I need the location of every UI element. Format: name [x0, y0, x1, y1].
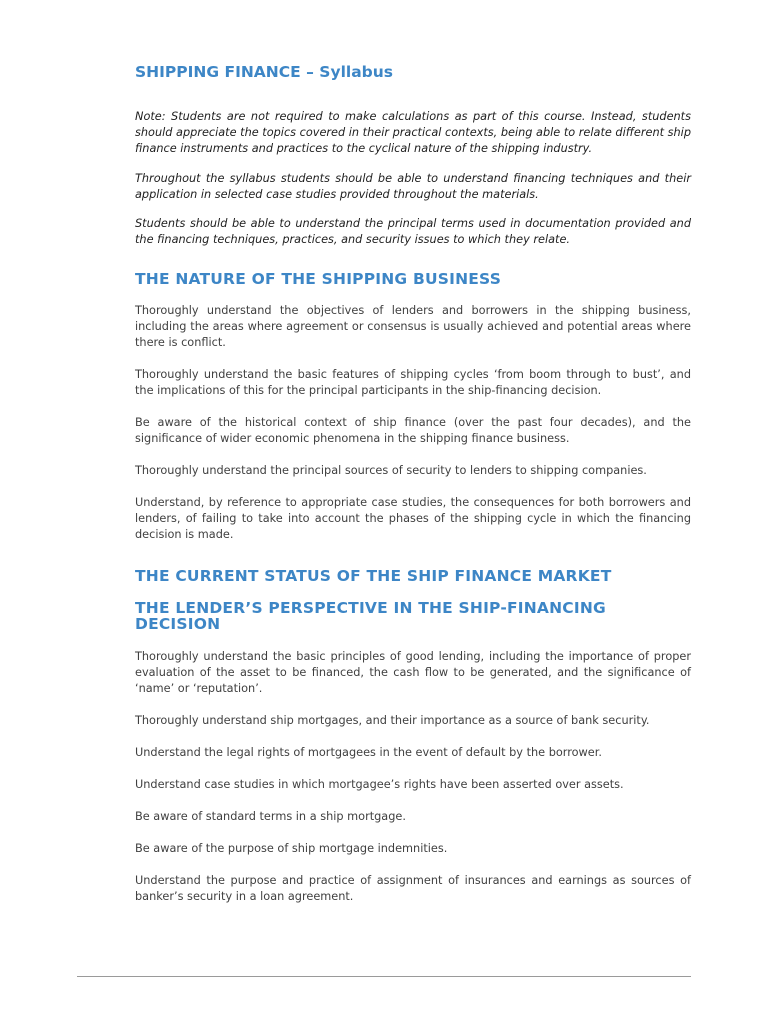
- body-paragraph: Understand case studies in which mortgagee’s rights have been asserted over assets.: [135, 778, 624, 792]
- section-heading-nature-of-shipping-business: THE NATURE OF THE SHIPPING BUSINESS: [135, 270, 502, 289]
- body-paragraph: Be aware of the purpose of ship mortgage indemnities.: [135, 842, 448, 856]
- note-paragraph: Students should be able to understand the principal terms used in documentation provided and the financing techniques, practices, and security issues to which they relate.: [135, 217, 691, 247]
- document-subtitle: Syllabus: [319, 63, 394, 81]
- body-paragraph: Thoroughly understand the objectives of lenders and borrowers in the shipping business, including the areas where agreement or consensus is usually achieved and potential areas where there is conflict.: [135, 304, 691, 350]
- body-paragraph: Thoroughly understand the principal sources of security to lenders to shipping companies.: [135, 464, 647, 478]
- body-paragraph: Understand the purpose and practice of assignment of insurances and earnings as sources of banker’s security in a loan agreement.: [135, 874, 691, 904]
- document-title-main: SHIPPING FINANCE –: [135, 63, 314, 81]
- document-title: [135, 62, 691, 82]
- section-heading-current-status: THE CURRENT STATUS OF THE SHIP FINANCE MARKET: [135, 567, 612, 586]
- section-heading-lenders-perspective: THE LENDER’S PERSPECTIVE IN THE SHIP-FINANCING DECISION: [135, 599, 606, 634]
- body-paragraph: Thoroughly understand the basic features of shipping cycles ‘from boom through to bust’, and the implications of this for the principal participants in the ship-financing decision.: [135, 368, 691, 398]
- body-paragraph: Be aware of standard terms in a ship mortgage.: [135, 810, 406, 824]
- document-page: [135, 62, 691, 921]
- body-paragraph: Thoroughly understand the basic principles of good lending, including the importance of proper evaluation of the asset to be financed, the cash flow to be generated, and the significance of ‘name’ or ‘reputation’.: [135, 650, 691, 696]
- note-paragraph: Throughout the syllabus students should be able to understand financing techniques and their application in selected case studies provided throughout the materials.: [135, 171, 691, 201]
- footer-rule: [77, 976, 691, 977]
- body-paragraph: Understand the legal rights of mortgagees in the event of default by the borrower.: [135, 746, 602, 760]
- body-paragraph: Understand, by reference to appropriate case studies, the consequences for both borrowers and lenders, of failing to take into account the phases of the shipping cycle in which the financing decision is made.: [135, 496, 691, 542]
- body-paragraph: Thoroughly understand ship mortgages, and their importance as a source of bank security.: [135, 714, 650, 728]
- body-paragraph: Be aware of the historical context of ship finance (over the past four decades), and the significance of wider economic phenomena in the shipping finance business.: [135, 416, 691, 446]
- note-paragraph: Note: Students are not required to make calculations as part of this course. Instead, students should appreciate the topics covered in their practical contexts, being able to relate different ship finance instruments and practices to the cyclical nature of the shipping industry.: [135, 110, 691, 156]
